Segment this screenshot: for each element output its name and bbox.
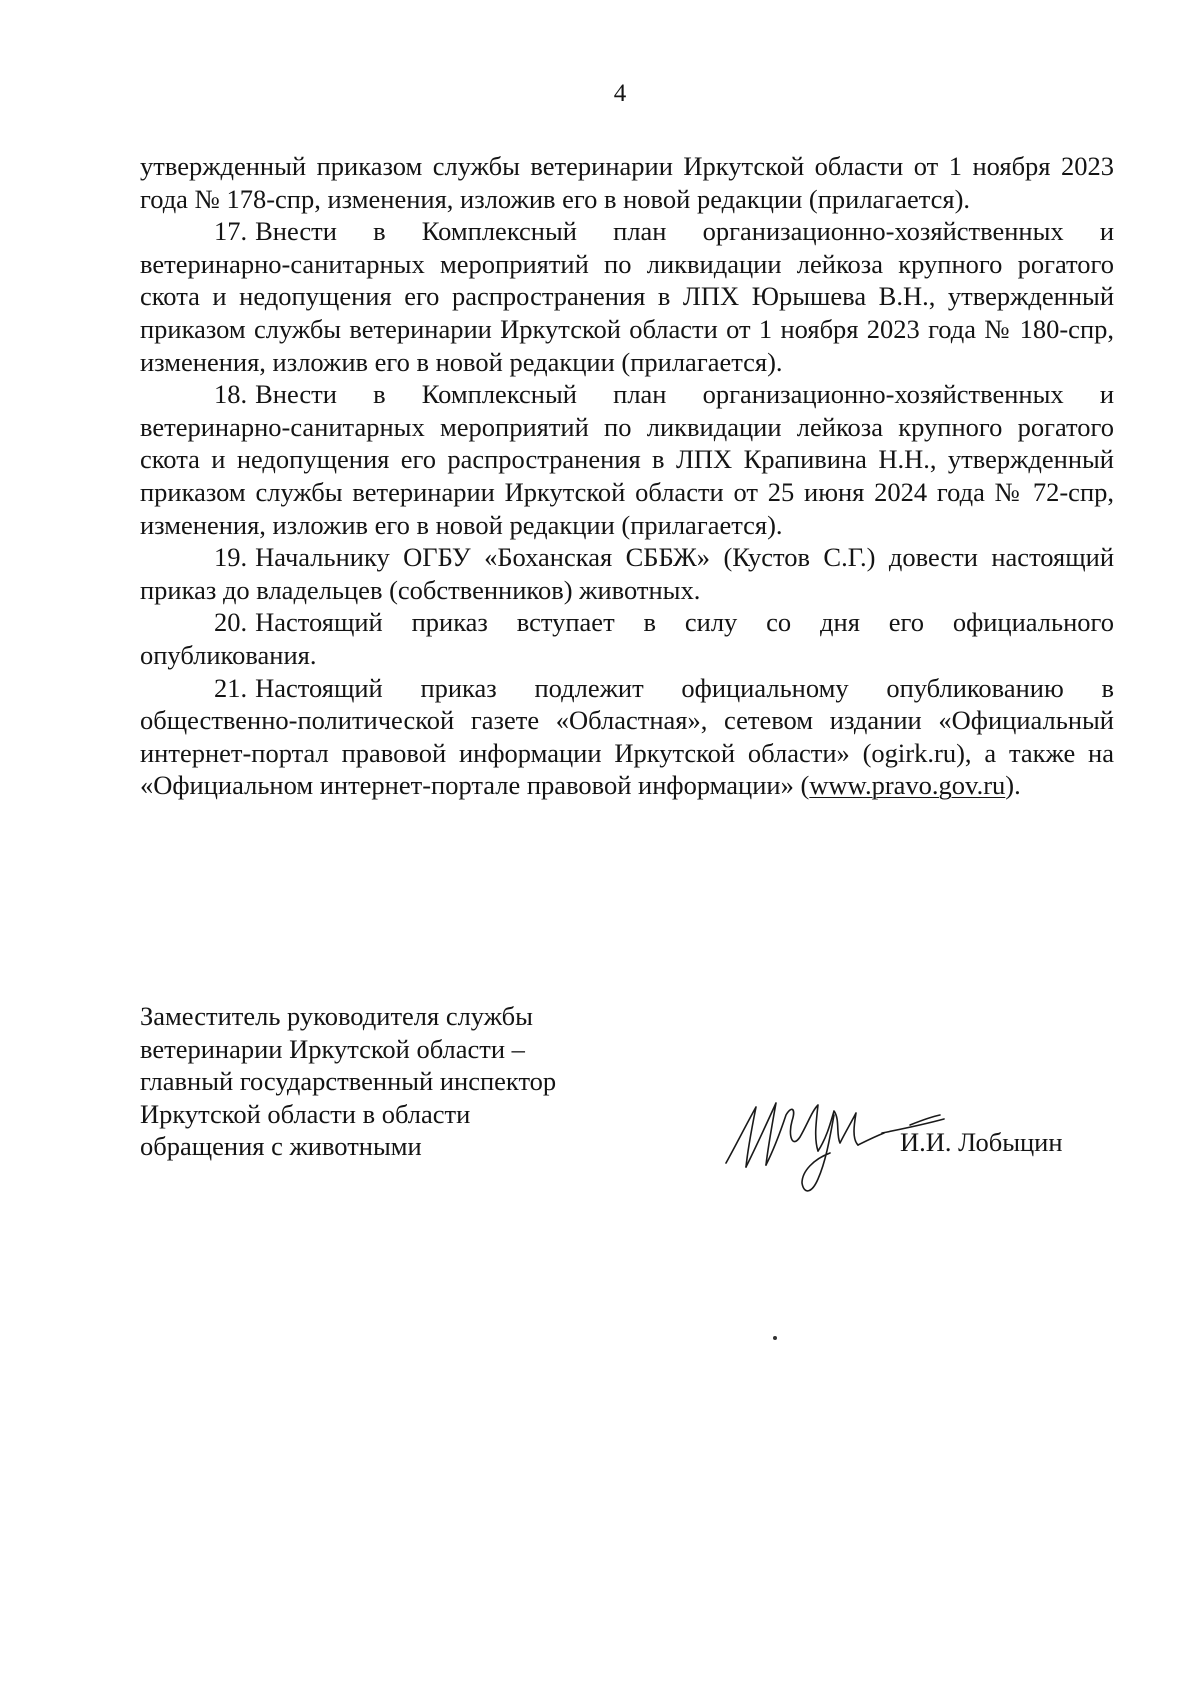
paragraph-number: 20. [214, 607, 248, 638]
paragraph-text: утвержденный приказом службы ветеринарии Иркутской области от 1 ноября 2023 года № 178-спр, изменения, изложив его в новой редакции (прилагается). [140, 151, 1114, 214]
signatory-line: Иркутской области в области [140, 1098, 471, 1129]
order-body [140, 150, 1114, 802]
paragraph-number: 21. [214, 672, 248, 703]
signatory-name: И.И. Лобыцин [900, 1127, 1063, 1157]
paragraph-18 [140, 378, 1114, 541]
scan-speck [773, 1336, 777, 1340]
signatory-line: обращения с животными [140, 1131, 422, 1162]
paragraph-number: 19. [214, 542, 248, 573]
paragraph-continuation [140, 150, 1114, 215]
paragraph-text: Начальнику ОГБУ «Боханская СББЖ» (Кустов С.Г.) довести настоящий приказ до владельцев (собственников) животных. [140, 542, 1114, 605]
signatory-title [140, 1000, 620, 1163]
paragraph-number: 18. [214, 379, 248, 410]
paragraph-number: 17. [214, 216, 248, 247]
paragraph-text: Внести в Комплексный план организационно-хозяйственных и ветеринарно-санитарных мероприятий по ликвидации лейкоза крупного рогатого скота и недопущения его распространения в ЛПХ Юрышева В.Н., утвержденный приказом службы ветеринарии Иркутской области от 1 ноября 2023 года № 180-спр, изменения, изложив его в новой редакции (прилагается). [140, 216, 1114, 377]
signatory-line: ветеринарии Иркутской области – [140, 1033, 525, 1064]
paragraph-text-end: ). [1005, 770, 1021, 801]
pravo-gov-link[interactable]: www.pravo.gov.ru [809, 770, 1006, 801]
paragraph-21 [140, 672, 1114, 802]
paragraph-text: Настоящий приказ подлежит официальному опубликованию в общественно-политической газете «Областная», сетевом издании «Официальный интернет-портал правовой информации Иркутской области» (ogirk.ru), а также на «Официальном интернет-портале правовой информации» ( [140, 672, 1114, 801]
signatory-line: главный государственный инспектор [140, 1066, 557, 1097]
paragraph-text: Настоящий приказ вступает в силу со дня его официального опубликования. [140, 607, 1114, 670]
paragraph-20 [140, 606, 1114, 671]
page-number: 4 [613, 80, 627, 107]
paragraph-17 [140, 215, 1114, 378]
paragraph-text: Внести в Комплексный план организационно-хозяйственных и ветеринарно-санитарных мероприятий по ликвидации лейкоза крупного рогатого скота и недопущения его распространения в ЛПХ Крапивина Н.Н., утвержденный приказом службы ветеринарии Иркутской области от 25 июня 2024 года № 72-спр, изменения, изложив его в новой редакции (прилагается). [140, 379, 1114, 540]
paragraph-19 [140, 541, 1114, 606]
signatory-line: Заместитель руководителя службы [140, 1001, 533, 1031]
